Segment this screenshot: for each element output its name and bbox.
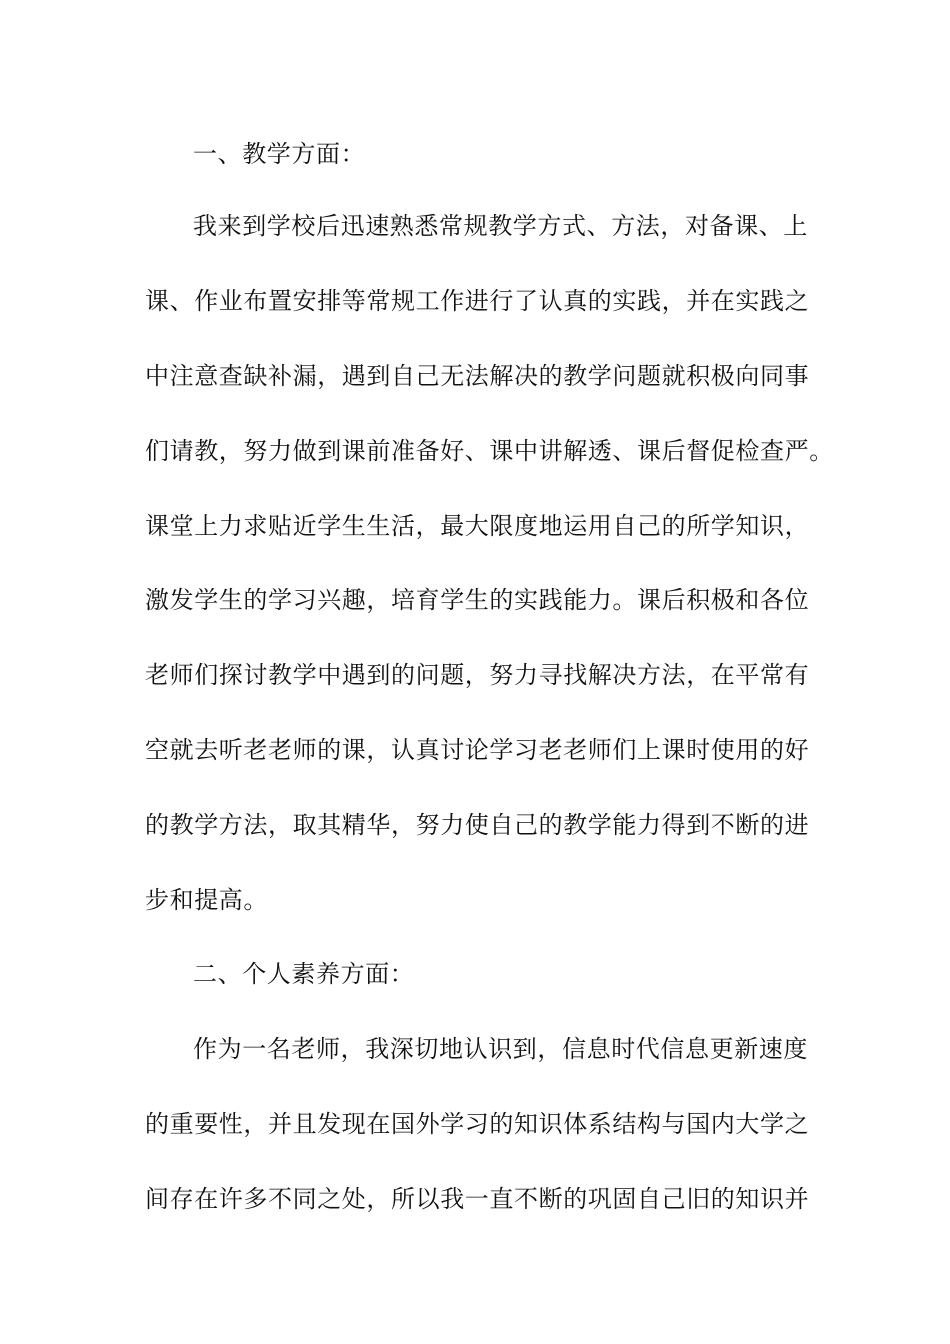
paragraph-line: 作为一名老师，我深切地认识到，信息时代信息更新速度 (193, 1035, 808, 1063)
paragraph-line: 们请教，努力做到课前准备好、课中讲解透、课后督促检查严。 (145, 437, 834, 465)
paragraph-line: 中注意查缺补漏，遇到自己无法解决的教学问题就积极向同事 (145, 362, 810, 390)
paragraph-line: 课、作业布置安排等常规工作进行了认真的实践，并在实践之 (145, 287, 810, 315)
paragraph-line: 激发学生的学习兴趣，培育学生的实践能力。课后积极和各位 (145, 586, 810, 614)
section-heading-personal-quality: 二、个人素养方面： (193, 960, 415, 988)
paragraph-line: 老师们探讨教学中遇到的问题，努力寻找解决方法，在平常有 (145, 661, 810, 689)
paragraph-line: 间存在许多不同之处，所以我一直不断的巩固自己旧的知识并 (145, 1185, 810, 1213)
paragraph-line: 步和提高。 (145, 886, 268, 914)
section-heading-teaching: 一、教学方面： (193, 140, 366, 168)
paragraph-line: 空就去听老老师的课，认真讨论学习老老师们上课时使用的好 (145, 736, 810, 764)
paragraph-line: 的重要性，并且发现在国外学习的知识体系结构与国内大学之 (145, 1110, 810, 1138)
paragraph-line: 我来到学校后迅速熟悉常规教学方式、方法，对备课、上 (193, 212, 808, 240)
paragraph-line: 课堂上力求贴近学生生活，最大限度地运用自己的所学知识， (145, 512, 810, 540)
paragraph-line: 的教学方法，取其精华，努力使自己的教学能力得到不断的进 (145, 811, 810, 839)
